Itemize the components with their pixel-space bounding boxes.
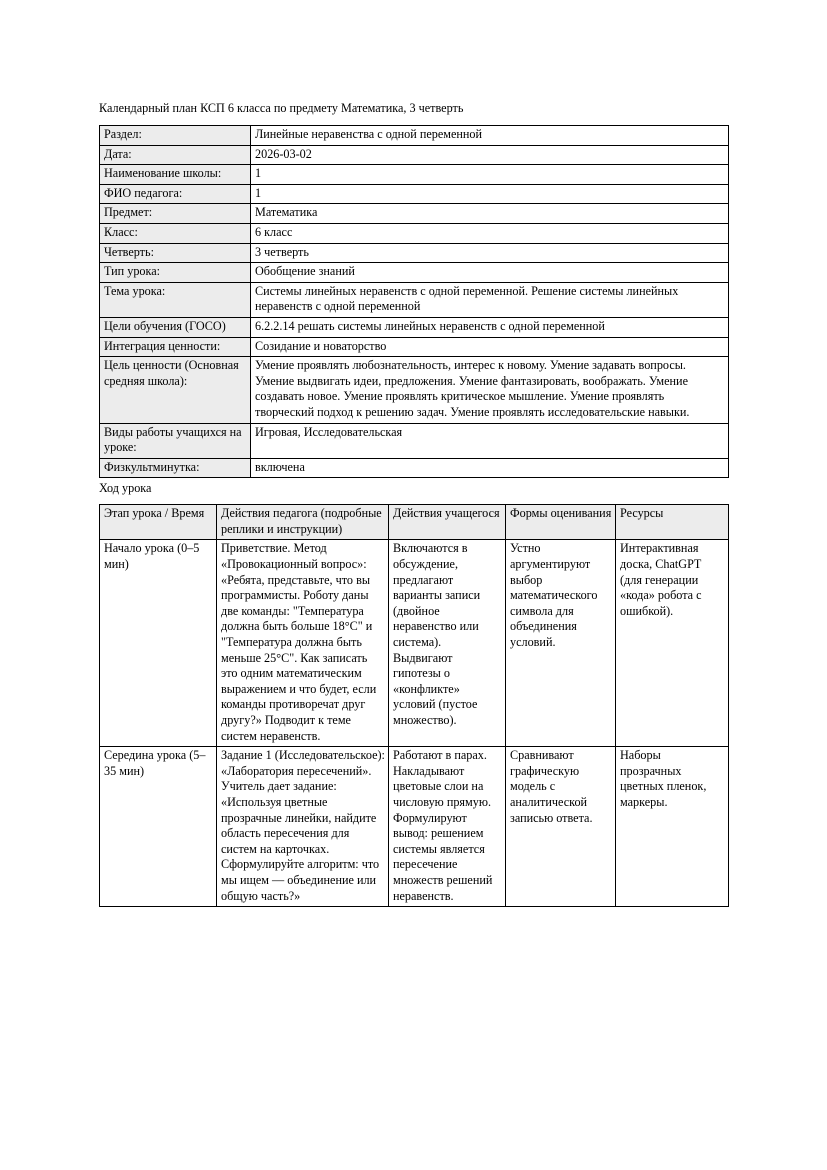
table-row (100, 184, 729, 204)
info-value: 6.2.2.14 решать системы линейных неравенств с одной переменной (251, 317, 729, 337)
table-header-row (100, 505, 729, 540)
table-row (100, 145, 729, 165)
info-label: Класс: (100, 223, 251, 243)
column-header-assessment: Формы оценивания (506, 505, 616, 540)
info-value: 2026-03-02 (251, 145, 729, 165)
table-row (100, 423, 729, 458)
info-value: Обобщение знаний (251, 263, 729, 283)
info-label: Цель ценности (Основная средняя школа): (100, 357, 251, 423)
column-header-teacher-actions: Действия педагога (подробные реплики и инструкции) (217, 505, 389, 540)
cell-stage: Середина урока (5–35 мин) (100, 747, 217, 907)
cell-resources: Интерактивная доска, ChatGPT (для генерации «кода» робота с ошибкой). (616, 540, 729, 747)
cell-assessment: Устно аргументируют выбор математического символа для объединения условий. (506, 540, 616, 747)
info-label: Раздел: (100, 126, 251, 146)
table-row (100, 747, 729, 907)
info-value: 1 (251, 165, 729, 185)
info-label: Предмет: (100, 204, 251, 224)
info-value: 1 (251, 184, 729, 204)
table-row (100, 223, 729, 243)
cell-stage: Начало урока (0–5 мин) (100, 540, 217, 747)
table-row (100, 126, 729, 146)
table-row (100, 458, 729, 478)
info-value: Математика (251, 204, 729, 224)
lesson-info-body (100, 126, 729, 478)
info-label: Четверть: (100, 243, 251, 263)
page-title: Календарный план КСП 6 класса по предмету Математика, 3 четверть (99, 101, 464, 115)
table-row (100, 337, 729, 357)
column-header-stage: Этап урока / Время (100, 505, 217, 540)
table-row (100, 263, 729, 283)
info-value: Умение проявлять любознательность, интерес к новому. Умение задавать вопросы. Умение выдвигать идеи, предложения. Умение фантазировать, воображать. Умение создавать новое. Умение проявлять критическое мышление. Умение проявлять творческий подход к решению задач. Умение проявлять исследовательские навыки. (251, 357, 729, 423)
cell-resources: Наборы прозрачных цветных пленок, маркеры. (616, 747, 729, 907)
info-label: Цели обучения (ГОСО) (100, 317, 251, 337)
info-value: Системы линейных неравенств с одной переменной. Решение системы линейных неравенств с одной переменной (251, 282, 729, 317)
info-label: ФИО педагога: (100, 184, 251, 204)
info-label: Тема урока: (100, 282, 251, 317)
table-row (100, 317, 729, 337)
cell-student-actions: Включаются в обсуждение, предлагают варианты записи (двойное неравенство или система). Выдвигают гипотезы о «конфликте» условий (пустое множество). (389, 540, 506, 747)
info-value: включена (251, 458, 729, 478)
info-value: 3 четверть (251, 243, 729, 263)
table-row (100, 165, 729, 185)
table-row (100, 243, 729, 263)
cell-teacher-actions: Задание 1 (Исследовательское): «Лаборатория пересечений». Учитель дает задание: «Используя цветные прозрачные линейки, найдите область пересечения для систем на карточках. Сформулируйте алгоритм: что мы ищем — объединение или общую часть?» (217, 747, 389, 907)
info-value: 6 класс (251, 223, 729, 243)
cell-assessment: Сравнивают графическую модель с аналитической записью ответа. (506, 747, 616, 907)
lesson-flow-table (99, 504, 729, 907)
info-label: Интеграция ценности: (100, 337, 251, 357)
lesson-flow-header (100, 505, 729, 540)
column-header-student-actions: Действия учащегося (389, 505, 506, 540)
info-label: Виды работы учащихся на уроке: (100, 423, 251, 458)
cell-student-actions: Работают в парах. Накладывают цветовые слои на числовую прямую. Формулируют вывод: решением системы является пересечение множеств решений неравенств. (389, 747, 506, 907)
table-row (100, 204, 729, 224)
info-label: Наименование школы: (100, 165, 251, 185)
info-label: Физкультминутка: (100, 458, 251, 478)
table-row (100, 282, 729, 317)
section-heading-lesson-flow: Ход урока (99, 481, 152, 496)
lesson-flow-body (100, 540, 729, 907)
info-value: Созидание и новаторство (251, 337, 729, 357)
info-label: Дата: (100, 145, 251, 165)
cell-teacher-actions: Приветствие. Метод «Провокационный вопрос»: «Ребята, представьте, что вы программисты. Роботу даны две команды: "Температура должна быть больше 18°C" и "Температура должна быть меньше 25°C". Как записать это одним математическим выражением и что будет, если команды противоречат друг другу?» Подводит к теме систем неравенств. (217, 540, 389, 747)
info-value: Игровая, Исследовательская (251, 423, 729, 458)
info-label: Тип урока: (100, 263, 251, 283)
column-header-resources: Ресурсы (616, 505, 729, 540)
table-row (100, 540, 729, 747)
info-value: Линейные неравенства с одной переменной (251, 126, 729, 146)
document-content (99, 100, 728, 907)
lesson-info-table (99, 125, 729, 478)
table-row (100, 357, 729, 423)
